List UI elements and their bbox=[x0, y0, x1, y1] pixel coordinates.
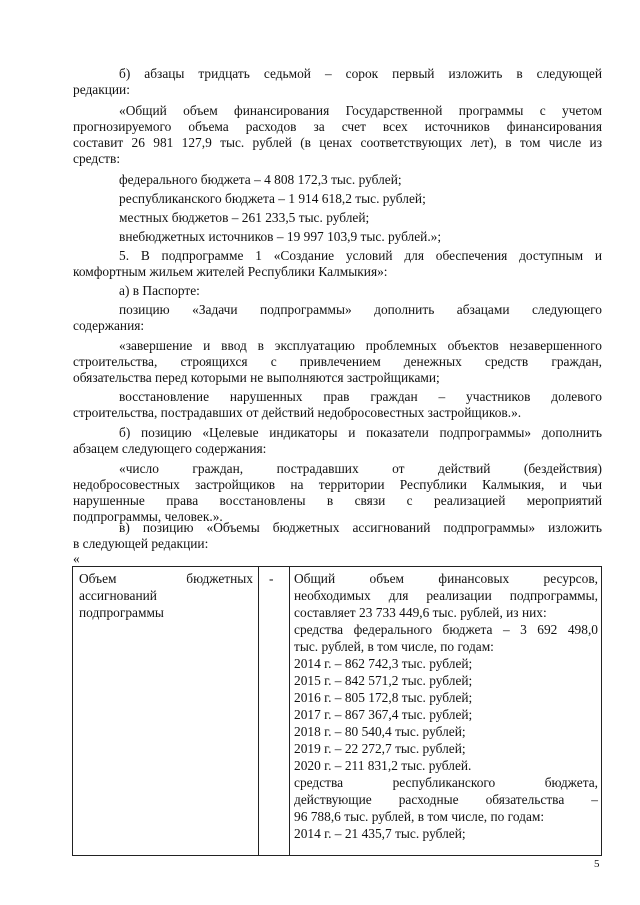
table-content-line: Общий объем финансовых ресурсов, bbox=[294, 571, 598, 586]
paragraph-line: строительства, строящихся с привлечением денежных средств граждан, bbox=[73, 354, 602, 369]
paragraph-line: в следующей редакции: bbox=[73, 536, 209, 551]
paragraph-line: а) в Паспорте: bbox=[119, 283, 200, 298]
table-label-line: подпрограммы bbox=[79, 605, 164, 620]
paragraph-line: «число граждан, пострадавших от действий (бездействия) bbox=[119, 461, 602, 476]
paragraph-line: обязательства перед которыми не выполняются застройщиками; bbox=[73, 370, 440, 385]
paragraph-line: редакции: bbox=[73, 82, 130, 97]
paragraph-line: средств: bbox=[73, 151, 121, 166]
paragraph-line: в) позицию «Объемы бюджетных ассигнований подпрограммы» изложить bbox=[119, 520, 602, 535]
table-divider bbox=[289, 567, 290, 855]
paragraph-line: комфортным жильем жителей Республики Калмыкия»: bbox=[73, 264, 388, 279]
paragraph-line: составит 26 981 127,9 тыс. рублей (в ценах соответствующих лет), в том числе из bbox=[73, 135, 602, 150]
paragraph-line: 5. В подпрограмме 1 «Создание условий для обеспечения доступным и bbox=[119, 248, 602, 263]
paragraph-line: позицию «Задачи подпрограммы» дополнить абзацами следующего bbox=[119, 302, 602, 317]
paragraph-line: строительства, пострадавших от действий недобросовестных застройщиков.». bbox=[73, 405, 522, 420]
table-content-line: 2015 г. – 842 571,2 тыс. рублей; bbox=[294, 673, 473, 688]
table-content-line: 2016 г. – 805 172,8 тыс. рублей; bbox=[294, 690, 473, 705]
paragraph-line: «завершение и ввод в эксплуатацию проблемных объектов незавершенного bbox=[119, 338, 602, 353]
table-content-line: 2018 г. – 80 540,4 тыс. рублей; bbox=[294, 724, 466, 739]
table-divider bbox=[258, 567, 259, 855]
table-label-line: ассигнований bbox=[79, 588, 157, 603]
table-content-line: 2019 г. – 22 272,7 тыс. рублей; bbox=[294, 741, 466, 756]
paragraph-line: внебюджетных источников – 19 997 103,9 тыс. рублей.»; bbox=[119, 229, 442, 244]
table-content-line: тыс. рублей, в том числе, по годам: bbox=[294, 639, 494, 654]
table-cell-content bbox=[294, 570, 598, 842]
table-content-line: 96 788,6 тыс. рублей, в том числе, по годам: bbox=[294, 809, 545, 824]
paragraph-line: местных бюджетов – 261 233,5 тыс. рублей; bbox=[119, 210, 370, 225]
paragraph-line: республиканского бюджета – 1 914 618,2 тыс. рублей; bbox=[119, 191, 426, 206]
paragraph-line: абзацем следующего содержания: bbox=[73, 441, 267, 456]
paragraph-line: нарушенные права восстановлены в связи с реализацией мероприятий bbox=[73, 493, 602, 508]
paragraph-line: подпрограммы, человек.». bbox=[73, 509, 223, 524]
open-quote: « bbox=[73, 551, 80, 566]
paragraph-line: прогнозируемого объема расходов за счет всех источников финансирования bbox=[73, 119, 602, 134]
paragraph-line: б) позицию «Целевые индикаторы и показатели подпрограммы» дополнить bbox=[119, 425, 602, 440]
table-content-line: составляет 23 733 449,6 тыс. рублей, из них: bbox=[294, 605, 547, 620]
table-content-line: 2017 г. – 867 367,4 тыс. рублей; bbox=[294, 707, 473, 722]
table-cell-label bbox=[79, 570, 253, 621]
table-content-line: 2014 г. – 21 435,7 тыс. рублей; bbox=[294, 826, 466, 841]
table-dash: - bbox=[269, 571, 274, 586]
budget-table bbox=[72, 566, 602, 856]
paragraph-line: «Общий объем финансирования Государственной программы с учетом bbox=[119, 103, 602, 118]
table-content-line: необходимых для реализации подпрограммы, bbox=[294, 588, 598, 603]
table-content-line: 2020 г. – 211 831,2 тыс. рублей. bbox=[294, 758, 472, 773]
table-content-line: средства республиканского бюджета, bbox=[294, 775, 598, 790]
table-content-line: средства федерального бюджета – 3 692 498,0 bbox=[294, 622, 598, 637]
table-content-line: 2014 г. – 862 742,3 тыс. рублей; bbox=[294, 656, 473, 671]
paragraph-line: б) абзацы тридцать седьмой – сорок первый изложить в следующей bbox=[119, 66, 602, 81]
paragraph-line: содержания: bbox=[73, 318, 145, 333]
paragraph-line: восстановление нарушенных прав граждан – участников долевого bbox=[119, 389, 602, 404]
page-number: 5 bbox=[594, 858, 600, 870]
table-cell-dash bbox=[269, 570, 283, 587]
table-content-line: действующие расходные обязательства – bbox=[294, 792, 598, 807]
table-label-line: Объем бюджетных bbox=[79, 571, 253, 586]
paragraph-line: федерального бюджета – 4 808 172,3 тыс. рублей; bbox=[119, 172, 402, 187]
paragraph-line: недобросовестных застройщиков на территории Республики Калмыкия, и чьи bbox=[73, 477, 602, 492]
